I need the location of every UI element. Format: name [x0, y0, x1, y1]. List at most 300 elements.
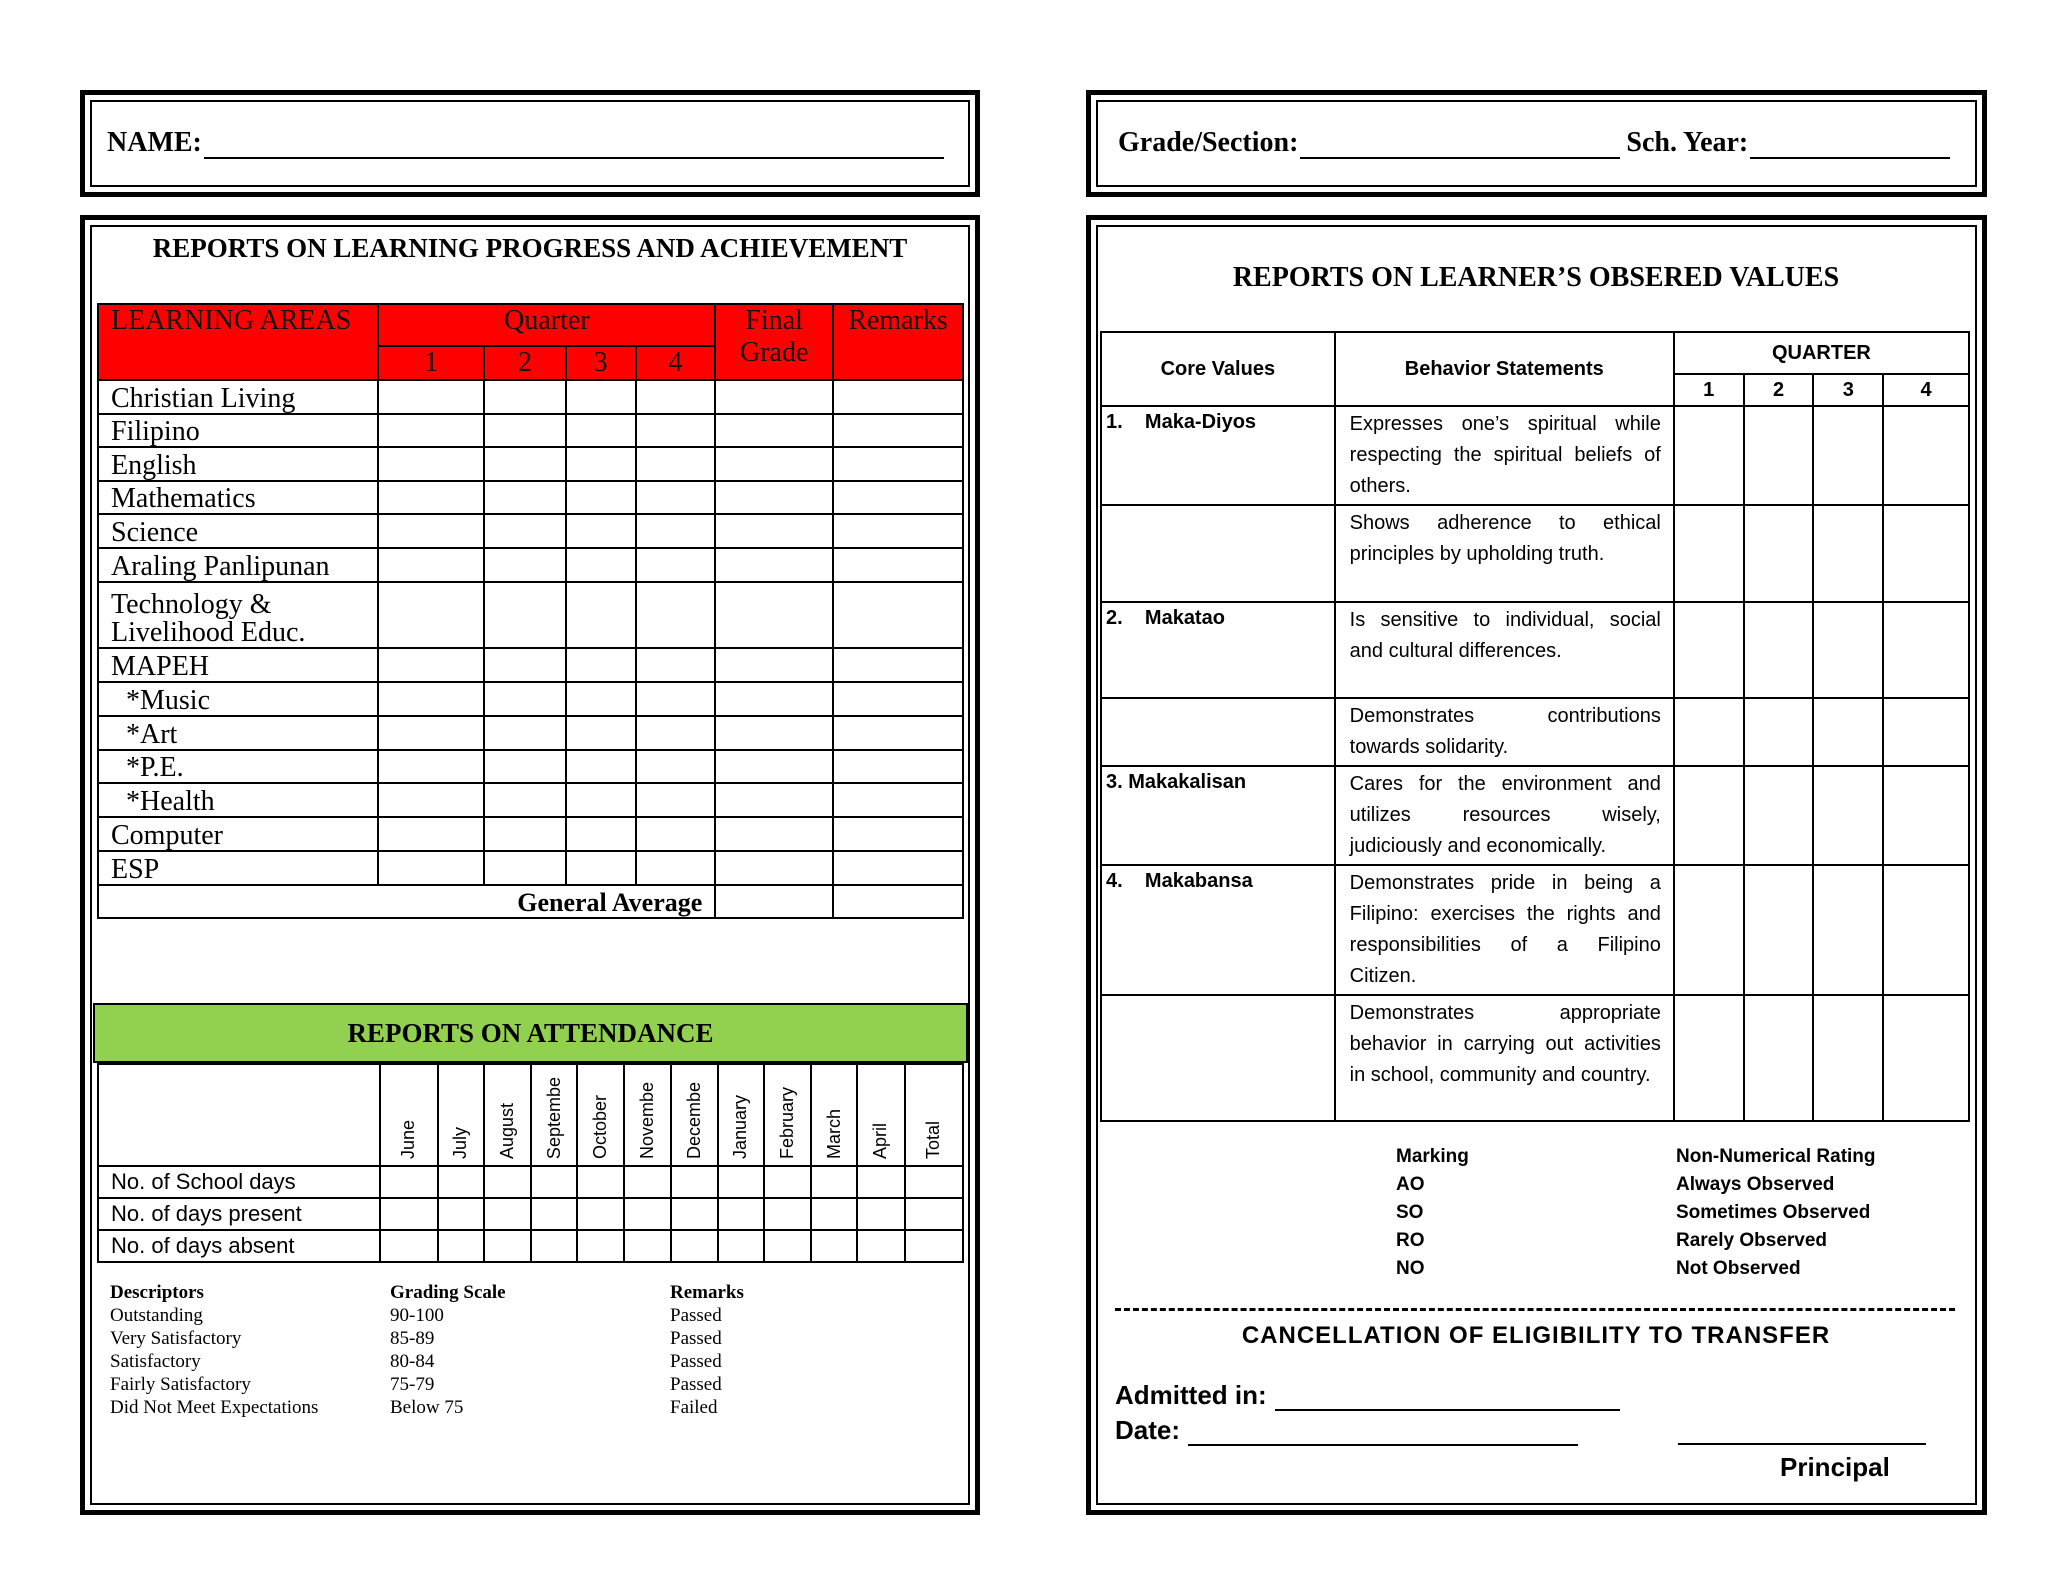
values-row: [1101, 602, 1969, 698]
mark-code: NO: [1396, 1258, 1425, 1279]
values-grade-cell[interactable]: [1813, 766, 1883, 865]
attendance-month-row: [98, 1064, 963, 1166]
grade-q4[interactable]: [636, 716, 716, 750]
grade-q1[interactable]: [378, 548, 484, 582]
grade-section-box: [1086, 90, 1987, 197]
final-grade-cell[interactable]: [715, 851, 833, 885]
values-grade-cell[interactable]: [1674, 865, 1744, 995]
principal-signature-line[interactable]: [1678, 1415, 1926, 1445]
attendance-title: REPORTS ON ATTENDANCE: [347, 1017, 714, 1048]
grade-q4[interactable]: [636, 682, 716, 716]
marking-row: [1396, 1255, 1956, 1283]
month-header: [764, 1064, 811, 1166]
core-value: [1101, 995, 1335, 1121]
final-grade-cell[interactable]: [715, 817, 833, 851]
quarter-1: 1: [378, 346, 484, 380]
subject-label: *P.E.: [98, 750, 378, 783]
values-grade-cell[interactable]: [1883, 766, 1969, 865]
col-descriptors: Descriptors: [110, 1282, 204, 1303]
grade-q1[interactable]: [378, 851, 484, 885]
remarks-cell[interactable]: [833, 817, 963, 851]
final-grade-cell[interactable]: [715, 750, 833, 783]
values-grade-cell[interactable]: [1813, 698, 1883, 766]
grade-q4[interactable]: [636, 514, 716, 548]
dashed-separator: [1115, 1308, 1955, 1311]
remarks-cell[interactable]: [833, 783, 963, 817]
quarter-3: 3: [566, 346, 636, 380]
subject-row: [98, 514, 963, 548]
remarks-cell[interactable]: [833, 582, 963, 648]
attendance-title-bar: [93, 1003, 968, 1063]
mark-code: RO: [1396, 1230, 1425, 1251]
values-row: [1101, 505, 1969, 602]
final-grade-cell[interactable]: [715, 783, 833, 817]
month-label: March: [823, 1108, 844, 1159]
admitted-field[interactable]: [1275, 1381, 1620, 1411]
month-label: February: [777, 1086, 798, 1159]
subject-label: Christian Living: [98, 380, 378, 414]
grade-q2[interactable]: [484, 514, 566, 548]
values-grade-cell[interactable]: [1744, 406, 1814, 505]
remarks-cell[interactable]: [833, 716, 963, 750]
quarter-4: 4: [636, 346, 716, 380]
attendance-cell[interactable]: [624, 1166, 670, 1198]
mark-rating: Rarely Observed: [1676, 1230, 1828, 1251]
month-header: [857, 1064, 904, 1166]
subject-label: *Music: [98, 682, 378, 716]
grade-q4[interactable]: [636, 817, 716, 851]
behavior-statement: Shows adherence to ethical principles by upholding truth.: [1335, 505, 1674, 602]
subject-row: [98, 582, 963, 648]
grade-q1[interactable]: [378, 817, 484, 851]
attendance-cell[interactable]: [484, 1198, 531, 1230]
grade-q2[interactable]: [484, 716, 566, 750]
grade-q4[interactable]: [636, 414, 716, 447]
subject-row: [98, 783, 963, 817]
attendance-row: [98, 1198, 963, 1230]
month-header: [438, 1064, 484, 1166]
core-value: 3. Makakalisan: [1101, 766, 1335, 865]
mark-code: SO: [1396, 1202, 1424, 1223]
mark-rating: Sometimes Observed: [1676, 1202, 1871, 1223]
values-row: [1101, 766, 1969, 865]
grade-q3[interactable]: [566, 582, 636, 648]
grade-q1[interactable]: [378, 514, 484, 548]
attendance-cell[interactable]: [764, 1198, 811, 1230]
name-field[interactable]: [204, 129, 944, 159]
remarks-cell[interactable]: [833, 682, 963, 716]
attendance-cell[interactable]: [718, 1198, 764, 1230]
sch-year-field[interactable]: [1750, 129, 1950, 159]
col-core-values: Core Values: [1101, 332, 1335, 406]
month-header: [671, 1064, 718, 1166]
core-value: [1101, 505, 1335, 602]
progress-header-row: [98, 304, 963, 346]
subject-label: Science: [98, 514, 378, 548]
values-grade-cell[interactable]: [1674, 766, 1744, 865]
behavior-statement: Is sensitive to individual, social and cultural differences.: [1335, 602, 1674, 698]
values-grade-cell[interactable]: [1883, 865, 1969, 995]
values-grade-cell[interactable]: [1674, 698, 1744, 766]
values-grade-cell[interactable]: [1744, 766, 1814, 865]
name-box: [80, 90, 980, 197]
values-grade-cell[interactable]: [1674, 406, 1744, 505]
attendance-cell[interactable]: [531, 1230, 577, 1262]
grade-q3[interactable]: [566, 716, 636, 750]
attendance-cell[interactable]: [438, 1230, 484, 1262]
date-line: [1115, 1415, 1578, 1446]
learning-progress-table: [97, 303, 964, 919]
grade-q3[interactable]: [566, 514, 636, 548]
col-grading-scale: Grading Scale: [390, 1282, 506, 1303]
remarks-cell[interactable]: [833, 380, 963, 414]
grade-remark: Passed: [670, 1351, 722, 1372]
admitted-label: Admitted in:: [1115, 1380, 1267, 1410]
grade-q2[interactable]: [484, 447, 566, 481]
behavior-statement: Demonstrates appropriate behavior in carrying out activities in school, community and country.: [1335, 995, 1674, 1121]
subject-label: ESP: [98, 851, 378, 885]
attendance-cell[interactable]: [380, 1230, 437, 1262]
attendance-cell[interactable]: [671, 1166, 718, 1198]
grade-q3[interactable]: [566, 481, 636, 514]
grade-q4[interactable]: [636, 750, 716, 783]
quarter-2: 2: [484, 346, 566, 380]
attendance-cell[interactable]: [484, 1166, 531, 1198]
grading-row: [110, 1304, 810, 1327]
grade-q1[interactable]: [378, 414, 484, 447]
values-row: [1101, 698, 1969, 766]
scale: 85-89: [390, 1328, 435, 1349]
descriptor: Very Satisfactory: [110, 1328, 242, 1349]
remarks-cell[interactable]: [833, 548, 963, 582]
grade-q2[interactable]: [484, 414, 566, 447]
attendance-cell[interactable]: [764, 1166, 811, 1198]
values-row: [1101, 865, 1969, 995]
attendance-cell[interactable]: [857, 1166, 904, 1198]
date-field[interactable]: [1188, 1416, 1578, 1446]
descriptor: Satisfactory: [110, 1351, 201, 1372]
grade-q2[interactable]: [484, 817, 566, 851]
values-grade-cell[interactable]: [1813, 505, 1883, 602]
core-value: [1101, 698, 1335, 766]
grade-q2[interactable]: [484, 648, 566, 682]
grade-q2[interactable]: [484, 380, 566, 414]
month-label: Total: [923, 1120, 944, 1159]
subject-row: [98, 648, 963, 682]
grading-row: [110, 1350, 810, 1373]
values-header-row: [1101, 332, 1969, 374]
attendance-cell[interactable]: [671, 1198, 718, 1230]
month-header: [718, 1064, 764, 1166]
attendance-table: [97, 1063, 964, 1263]
grade-q1[interactable]: [378, 481, 484, 514]
attendance-row: [98, 1230, 963, 1262]
col-behavior-statements: Behavior Statements: [1335, 332, 1674, 406]
subject-row: [98, 817, 963, 851]
core-values-table: [1100, 331, 1970, 1122]
attendance-row: [98, 1166, 963, 1198]
grading-header: [110, 1281, 810, 1304]
grade-q4[interactable]: [636, 380, 716, 414]
values-grade-cell[interactable]: [1813, 995, 1883, 1121]
attendance-cell[interactable]: [380, 1198, 437, 1230]
name-label: NAME:: [107, 127, 202, 158]
scale: Below 75: [390, 1397, 464, 1418]
mark-rating: Always Observed: [1676, 1174, 1835, 1195]
attendance-cell[interactable]: [624, 1230, 670, 1262]
grade-q4[interactable]: [636, 548, 716, 582]
attendance-cell[interactable]: [857, 1198, 904, 1230]
attendance-cell[interactable]: [438, 1166, 484, 1198]
values-grade-cell[interactable]: [1674, 602, 1744, 698]
month-header: [484, 1064, 531, 1166]
values-quarter-3: 3: [1813, 374, 1883, 406]
values-grade-cell[interactable]: [1674, 995, 1744, 1121]
values-title: REPORTS ON LEARNER’S OBSERED VALUES: [1232, 262, 1840, 293]
subject-label: *Art: [98, 716, 378, 750]
descriptor: Fairly Satisfactory: [110, 1374, 251, 1395]
attendance-cell[interactable]: [905, 1166, 963, 1198]
subject-row: [98, 682, 963, 716]
values-grade-cell[interactable]: [1744, 698, 1814, 766]
values-grade-cell[interactable]: [1813, 865, 1883, 995]
attendance-cell[interactable]: [577, 1230, 624, 1262]
grading-row: [110, 1396, 810, 1419]
month-label: January: [730, 1094, 751, 1159]
grade-q1[interactable]: [378, 682, 484, 716]
remarks-cell[interactable]: [833, 481, 963, 514]
attendance-cell[interactable]: [671, 1230, 718, 1262]
grade-q4[interactable]: [636, 582, 716, 648]
values-grade-cell[interactable]: [1883, 698, 1969, 766]
grade-q4[interactable]: [636, 481, 716, 514]
marking-legend: [1396, 1143, 1956, 1283]
subject-label: Araling Panlipunan: [98, 548, 378, 582]
values-grade-cell[interactable]: [1883, 995, 1969, 1121]
values-quarter-4: 4: [1883, 374, 1969, 406]
attendance-corner: [98, 1064, 380, 1166]
subject-label: Computer: [98, 817, 378, 851]
behavior-statement: Demonstrates pride in being a Filipino: exercises the rights and responsibilities of a Filipino Citizen.: [1335, 865, 1674, 995]
grade-q1[interactable]: [378, 783, 484, 817]
subject-label: MAPEH: [98, 648, 378, 682]
final-grade-cell[interactable]: [715, 716, 833, 750]
grade-q2[interactable]: [484, 682, 566, 716]
principal-label: Principal: [1780, 1452, 1890, 1482]
final-grade-cell[interactable]: [715, 481, 833, 514]
final-grade-cell[interactable]: [715, 380, 833, 414]
values-grade-cell[interactable]: [1883, 505, 1969, 602]
mark-code: AO: [1396, 1174, 1425, 1195]
descriptor: Did Not Meet Expectations: [110, 1397, 319, 1418]
attendance-cell[interactable]: [380, 1166, 437, 1198]
attendance-cell[interactable]: [811, 1230, 857, 1262]
col-final-grade: Final Grade: [715, 304, 833, 380]
values-grade-cell[interactable]: [1813, 602, 1883, 698]
values-row: [1101, 406, 1969, 505]
attendance-row-label: No. of days present: [98, 1198, 380, 1230]
values-grade-cell[interactable]: [1744, 505, 1814, 602]
grading-row: [110, 1327, 810, 1350]
month-label: Novembe: [636, 1081, 657, 1159]
month-header: [905, 1064, 963, 1166]
grade-q1[interactable]: [378, 648, 484, 682]
grade-q4[interactable]: [636, 783, 716, 817]
grade-q2[interactable]: [484, 481, 566, 514]
grade-q3[interactable]: [566, 648, 636, 682]
attendance-cell[interactable]: [438, 1198, 484, 1230]
values-grade-cell[interactable]: [1744, 865, 1814, 995]
grade-q1[interactable]: [378, 716, 484, 750]
remarks-cell[interactable]: [833, 851, 963, 885]
grade-q3[interactable]: [566, 750, 636, 783]
attendance-cell[interactable]: [811, 1166, 857, 1198]
grade-q3[interactable]: [566, 682, 636, 716]
mark-rating: Not Observed: [1676, 1258, 1801, 1279]
subject-label: Mathematics: [98, 481, 378, 514]
values-quarter-1: 1: [1674, 374, 1744, 406]
grade-remark: Passed: [670, 1374, 722, 1395]
grade-q2[interactable]: [484, 750, 566, 783]
marking-row: [1396, 1199, 1956, 1227]
col-remarks: Remarks: [833, 304, 963, 380]
attendance-cell[interactable]: [718, 1230, 764, 1262]
grade-q2[interactable]: [484, 851, 566, 885]
col-non-numerical-rating: Non-Numerical Rating: [1676, 1146, 1876, 1167]
remarks-cell[interactable]: [833, 447, 963, 481]
attendance-cell[interactable]: [905, 1198, 963, 1230]
attendance-cell[interactable]: [905, 1230, 963, 1262]
month-label: Septembe: [543, 1076, 564, 1159]
cancellation-title: CANCELLATION OF ELIGIBILITY TO TRANSFER: [1241, 1322, 1831, 1349]
grade-q4[interactable]: [636, 648, 716, 682]
core-value: 4. Makabansa: [1101, 865, 1335, 995]
grade-q3[interactable]: [566, 447, 636, 481]
grade-q2[interactable]: [484, 582, 566, 648]
grade-q2[interactable]: [484, 548, 566, 582]
admitted-line: [1115, 1380, 1620, 1411]
grade-remark: Passed: [670, 1328, 722, 1349]
values-grade-cell[interactable]: [1813, 406, 1883, 505]
month-header: [577, 1064, 624, 1166]
attendance-cell[interactable]: [484, 1230, 531, 1262]
grade-q1[interactable]: [378, 380, 484, 414]
month-label: July: [450, 1126, 471, 1159]
attendance-cell[interactable]: [624, 1198, 670, 1230]
grade-q3[interactable]: [566, 414, 636, 447]
attendance-cell[interactable]: [811, 1198, 857, 1230]
subject-row: [98, 414, 963, 447]
general-average-remarks[interactable]: [833, 885, 963, 918]
attendance-row-label: No. of days absent: [98, 1230, 380, 1262]
remarks-cell[interactable]: [833, 648, 963, 682]
attendance-cell[interactable]: [531, 1166, 577, 1198]
grade-q1[interactable]: [378, 582, 484, 648]
grade-q2[interactable]: [484, 783, 566, 817]
remarks-cell[interactable]: [833, 514, 963, 548]
grade-section-line: [1118, 127, 1950, 159]
final-grade-cell[interactable]: [715, 648, 833, 682]
month-header: [624, 1064, 670, 1166]
col-values-quarter: QUARTER: [1674, 332, 1969, 374]
attendance-cell[interactable]: [531, 1198, 577, 1230]
grade-q1[interactable]: [378, 750, 484, 783]
values-grade-cell[interactable]: [1883, 406, 1969, 505]
subject-row: [98, 380, 963, 414]
month-header: [380, 1064, 437, 1166]
final-grade-cell[interactable]: [715, 548, 833, 582]
values-grade-cell[interactable]: [1883, 602, 1969, 698]
attendance-cell[interactable]: [857, 1230, 904, 1262]
remarks-cell[interactable]: [833, 750, 963, 783]
grade-q3[interactable]: [566, 817, 636, 851]
grade-remark: Failed: [670, 1397, 718, 1418]
grade-q3[interactable]: [566, 380, 636, 414]
grading-scale: [110, 1281, 810, 1419]
final-grade-cell[interactable]: [715, 514, 833, 548]
month-header: [811, 1064, 857, 1166]
marking-header: [1396, 1143, 1956, 1171]
attendance-cell[interactable]: [577, 1166, 624, 1198]
values-grade-cell[interactable]: [1674, 505, 1744, 602]
attendance-cell[interactable]: [577, 1198, 624, 1230]
attendance-cell[interactable]: [764, 1230, 811, 1262]
final-grade-cell[interactable]: [715, 447, 833, 481]
marking-row: [1396, 1227, 1956, 1255]
subject-row: [98, 851, 963, 885]
scale: 75-79: [390, 1374, 435, 1395]
month-label: Decembe: [683, 1081, 704, 1159]
month-label: June: [398, 1119, 419, 1159]
subject-row: [98, 481, 963, 514]
month-label: August: [496, 1102, 517, 1159]
grade-q4[interactable]: [636, 447, 716, 481]
values-row: [1101, 995, 1969, 1121]
grade-q4[interactable]: [636, 851, 716, 885]
descriptor: Outstanding: [110, 1305, 203, 1326]
final-grade-cell[interactable]: [715, 414, 833, 447]
month-label: April: [870, 1122, 891, 1159]
core-value: 2. Makatao: [1101, 602, 1335, 698]
remarks-cell[interactable]: [833, 414, 963, 447]
values-grade-cell[interactable]: [1744, 602, 1814, 698]
name-line: [107, 127, 944, 159]
attendance-row-label: No. of School days: [98, 1166, 380, 1198]
subject-row: [98, 716, 963, 750]
grade-q3[interactable]: [566, 851, 636, 885]
grade-q1[interactable]: [378, 447, 484, 481]
grade-q3[interactable]: [566, 783, 636, 817]
attendance-cell[interactable]: [718, 1166, 764, 1198]
month-label: October: [590, 1094, 611, 1159]
grade-remark: Passed: [670, 1305, 722, 1326]
final-grade-cell[interactable]: [715, 682, 833, 716]
scale: 80-84: [390, 1351, 435, 1372]
behavior-statement: Expresses one’s spiritual while respecting the spiritual beliefs of others.: [1335, 406, 1674, 505]
values-quarter-2: 2: [1744, 374, 1814, 406]
subject-row: [98, 750, 963, 783]
core-value: 1. Maka-Diyos: [1101, 406, 1335, 505]
scale: 90-100: [390, 1305, 444, 1326]
subject-label: Technology & Livelihood Educ.: [98, 582, 378, 648]
col-learning-areas: LEARNING AREAS: [98, 304, 378, 380]
grade-section-field[interactable]: [1300, 129, 1620, 159]
grade-q3[interactable]: [566, 548, 636, 582]
final-grade-cell[interactable]: [715, 582, 833, 648]
values-grade-cell[interactable]: [1744, 995, 1814, 1121]
subject-row: [98, 447, 963, 481]
general-average-final[interactable]: [715, 885, 833, 918]
